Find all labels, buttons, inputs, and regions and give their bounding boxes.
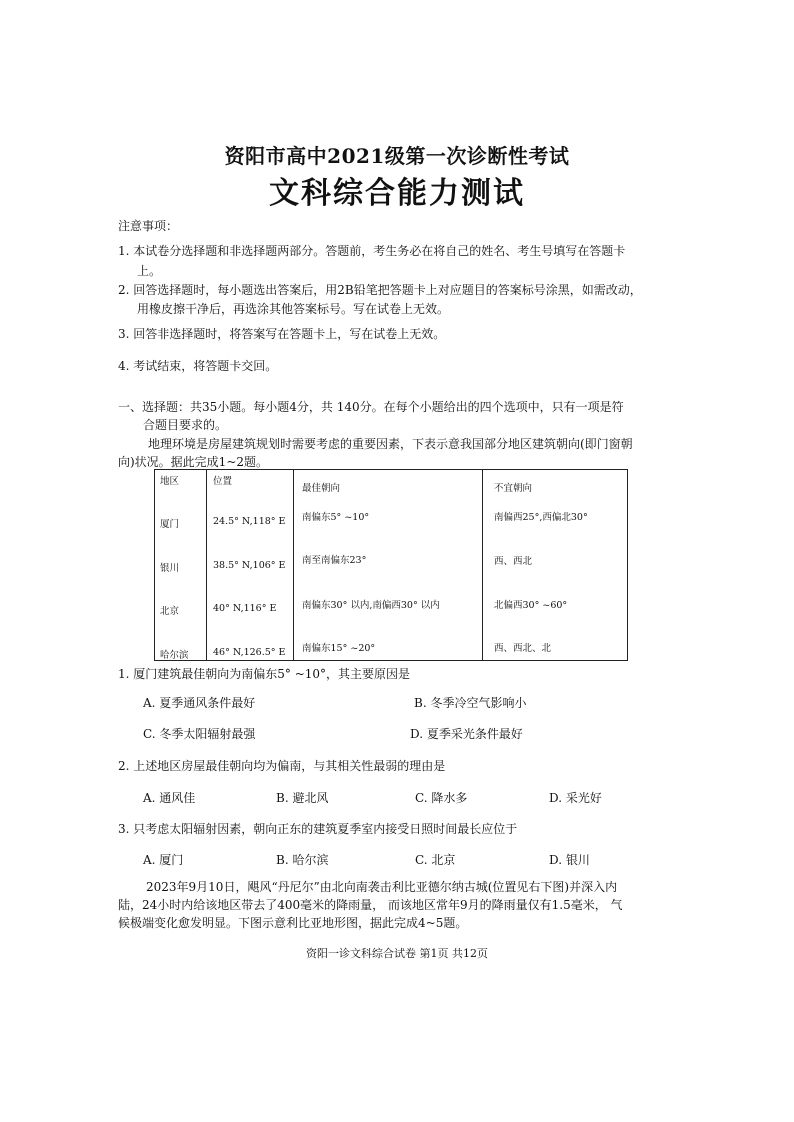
table-row-2-region: 银川: [160, 563, 180, 574]
table-header-best: 最佳朝向: [302, 483, 341, 494]
question-2-option-c: C. 降水多: [415, 791, 468, 805]
table-row-4-position: 46° N,126.5° E: [213, 647, 286, 658]
question-2-stem: 2. 上述地区房屋最佳朝向均为偏南，与其相关性最弱的理由是: [118, 759, 446, 773]
table-row-3-position: 40° N,116° E: [213, 603, 277, 614]
table-row-4-region: 哈尔滨: [160, 650, 189, 661]
table-header-region: 地区: [160, 476, 180, 487]
notice-item-2-line2: 用橡皮擦干净后，再选涂其他答案标号。写在试卷上无效。: [137, 302, 450, 316]
intro-1-line2: 向)状况。据此完成1~2题。: [118, 455, 269, 469]
table-row-3-bad: 北偏西30° ~60°: [494, 600, 568, 611]
question-3-option-d: D. 银川: [549, 853, 590, 867]
notice-heading: 注意事项：: [118, 219, 179, 233]
table-header-bad: 不宜朝向: [494, 483, 533, 494]
question-3-option-a: A. 厦门: [143, 853, 184, 867]
table-header-position: 位置: [213, 476, 233, 487]
exam-subtitle: 文科综合能力测试: [269, 176, 525, 211]
intro-2-line3: 候极端变化愈发明显。下图示意利比亚地形图，据此完成4~5题。: [118, 916, 468, 930]
question-1-stem: 1. 厦门建筑最佳朝向为南偏东5° ~10°，其主要原因是: [118, 667, 411, 681]
intro-2-line2: 陆，24小时内给该地区带去了400毫米的降雨量， 而该地区常年9月的降雨量仅有1.5毫米， 气: [118, 898, 623, 912]
intro-1-line1: 地理环境是房屋建筑规划时需要考虑的重要因素，下表示意我国部分地区建筑朝向(即门窗朝: [148, 437, 633, 451]
question-1-option-a: A. 夏季通风条件最好: [143, 696, 256, 710]
table-row-3-region: 北京: [160, 606, 180, 617]
intro-2-line1: 2023年9月10日，飓风“丹尼尔”由北向南袭击利比亚德尔纳古城(位置见右下图)并深入内: [146, 880, 618, 894]
question-2-option-a: A. 通风佳: [143, 791, 196, 805]
notice-item-3: 3. 回答非选择题时，将答案写在答题卡上，写在试卷上无效。: [118, 327, 446, 341]
table-row-1-region: 厦门: [160, 519, 180, 530]
page-footer: 资阳一诊文科综合试卷 第1页 共12页: [306, 947, 488, 960]
table-row-3-best: 南偏东30° 以内,南偏西30° 以内: [302, 600, 440, 611]
question-1-option-c: C. 冬季太阳辐射最强: [143, 727, 256, 741]
notice-item-4: 4. 考试结束，将答题卡交回。: [118, 359, 278, 373]
question-2-option-b: B. 避北风: [276, 791, 329, 805]
notice-item-1-line1: 1. 本试卷分选择题和非选择题两部分。答题前，考生务必在将自己的姓名、考生号填写在答题卡: [118, 244, 626, 258]
question-1-option-b: B. 冬季冷空气影响小: [414, 696, 527, 710]
question-1-option-d: D. 夏季采光条件最好: [410, 727, 523, 741]
table-row-2-best: 南至南偏东23°: [302, 555, 367, 566]
table-row-2-bad: 西、西北: [494, 556, 533, 567]
question-3-option-c: C. 北京: [415, 853, 456, 867]
table-row-1-position: 24.5° N,118° E: [213, 516, 286, 527]
question-3-stem: 3. 只考虑太阳辐射因素，朝向正东的建筑夏季室内接受日照时间最长应位于: [118, 822, 518, 836]
question-3-option-b: B. 哈尔滨: [276, 853, 329, 867]
section-1-instruction-line1: 一、选择题：共35小题。每小题4分，共 140分。在每个小题给出的四个选项中，只有一项是符: [118, 400, 624, 414]
notice-item-2-line1: 2. 回答选择题时，每小题选出答案后，用2B铅笔把答题卡上对应题目的答案标号涂黑，如需改动，: [118, 283, 642, 297]
table-row-1-best: 南偏东5° ~10°: [302, 512, 370, 523]
notice-item-1-line2: 上。: [137, 264, 162, 278]
exam-title: 资阳市高中2021级第一次诊断性考试: [224, 144, 570, 168]
section-1-instruction-line2: 合题目要求的。: [143, 418, 228, 432]
question-2-option-d: D. 采光好: [549, 791, 602, 805]
table-row-1-bad: 南偏西25°,西偏北30°: [494, 512, 588, 523]
table-row-2-position: 38.5° N,106° E: [213, 560, 286, 571]
table-row-4-best: 南偏东15° ~20°: [302, 643, 376, 654]
table-row-4-bad: 西、西北、北: [494, 643, 552, 654]
